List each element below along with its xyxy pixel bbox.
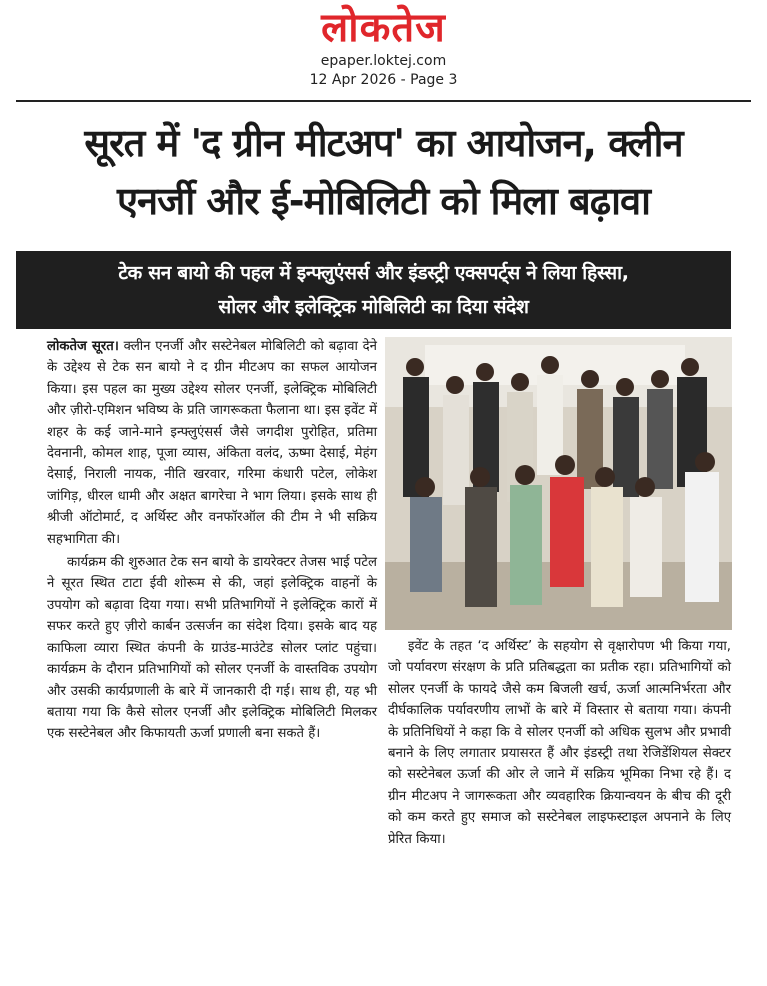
headline-line-2: एनर्जी और ई-मोबिलिटी को मिला बढ़ावा — [117, 179, 650, 223]
headline-line-1: सूरत में 'द ग्रीन मीटअप' का आयोजन, क्लीन — [84, 121, 683, 165]
article-paragraph-2: कार्यक्रम की शुरुआत टेक सन बायो के डायरेक्टर तेजस भाई पटेल ने सूरत स्थित टाटा ईवी शोरूम से की, जहां इलेक्ट्रिक वाहनों के उपयोग को बढ़ावा दिया गया। सभी प्रतिभागियों ने इलेक्ट्रिक कारों में सफर करते हुए ज़ीरो कार्बन उत्सर्जन का संदेश दिया। इसके बाद यह काफिला व्यारा स्थित कंपनी के ग्राउंड-माउंटेड सोलर प्लांट पहुंचा। कार्यक्रम के दौरान प्रतिभागियों को सोलर एनर्जी के वास्तविक उपयोग और उसकी कार्यप्रणाली के बारे में जानकारी दी गई। साथ ही, यह भी बताया गया कि कैसे सोलर एनर्जी और इलेक्ट्रिक मोबिलिटी मिलकर एक सस्टेनेबल और किफायती ऊर्जा प्रणाली बना सकते हैं। — [47, 555, 377, 742]
subheadline-banner — [16, 251, 731, 329]
article-column-left — [47, 336, 377, 745]
date-page: 12 Apr 2026 - Page 3 — [309, 72, 458, 88]
headline — [16, 114, 751, 230]
subheadline-line-1: टेक सन बायो की पहल में इन्फ्लुएंसर्स और इंडस्ट्री एक्सपर्ट्स ने लिया हिस्सा, — [118, 262, 629, 284]
paragraph-1-text: क्लीन एनर्जी और सस्टेनेबल मोबिलिटी को बढ़ावा देने के उद्देश्य से टेक सन बायो ने द ग्रीन मीटअप का सफल आयोजन किया। इस पहल का मुख्य उद्देश्य सोलर एनर्जी, इलेक्ट्रिक मोबिलिटी और ज़ीरो-एमिशन भविष्य के प्रति जागरूकता फैलाना था। इस इवेंट में शहर के कई जाने-माने इन्फ्लुएंसर्स जैसे जगदीश पुरोहित, प्रतिमा देवनानी, कोमल शाह, पूजा व्यास, अंकिता वलंद, ऊष्मा देसाई, मेहंग देसाई, निराली नायक, नीति खरवार, गरिमा कंधारी पटेल, लोकेश जांगिड़, धीरल धामी और अक्षत बागरेचा ने भाग लिया। इसके साथ ही श्रीजी ऑटोमार्ट, द अर्थिस्ट और वनफॉरऑल की टीम ने भी सक्रिय सहभागिता की। — [47, 339, 377, 547]
site-url[interactable]: epaper.loktej.com — [320, 53, 447, 69]
masthead — [0, 4, 767, 90]
event-group-photo — [385, 337, 732, 630]
article-paragraph-1 — [47, 336, 377, 550]
group-photo-illustration — [385, 337, 732, 630]
newspaper-logo: लोकतेज — [321, 5, 446, 51]
article-column-right — [388, 636, 731, 850]
subheadline-line-2: सोलर और इलेक्ट्रिक मोबिलिटी का दिया संदेश — [218, 296, 529, 318]
article-paragraph-3: इवेंट के तहत ‘द अर्थिस्ट’ के सहयोग से वृक्षारोपण भी किया गया, जो पर्यावरण संरक्षण के प्रति प्रतिबद्धता का प्रतीक रहा। प्रतिभागियों को सोलर एनर्जी के फायदे जैसे कम बिजली खर्च, ऊर्जा आत्मनिर्भरता और दीर्घकालिक पर्यावरणीय लाभों के बारे में विस्तार से बताया गया। कंपनी के प्रतिनिधियों ने कहा कि वे सोलर एनर्जी को अधिक सुलभ और प्रभावी बनाने के लिए लगातार प्रयासरत हैं और इंडस्ट्री तथा रेजिडेंशियल सेक्टर को सस्टेनेबल ऊर्जा की ओर ले जाने में सक्रिय भूमिका निभा रहे हैं। द ग्रीन मीटअप ने जागरूकता और व्यवहारिक क्रियान्वयन के बीच की दूरी को कम करते हुए समाज को सस्टेनेबल लाइफस्टाइल अपनाने के लिए प्रेरित किया। — [388, 639, 731, 847]
header-divider — [16, 100, 751, 102]
dateline: लोकतेज सूरत। — [47, 339, 119, 354]
